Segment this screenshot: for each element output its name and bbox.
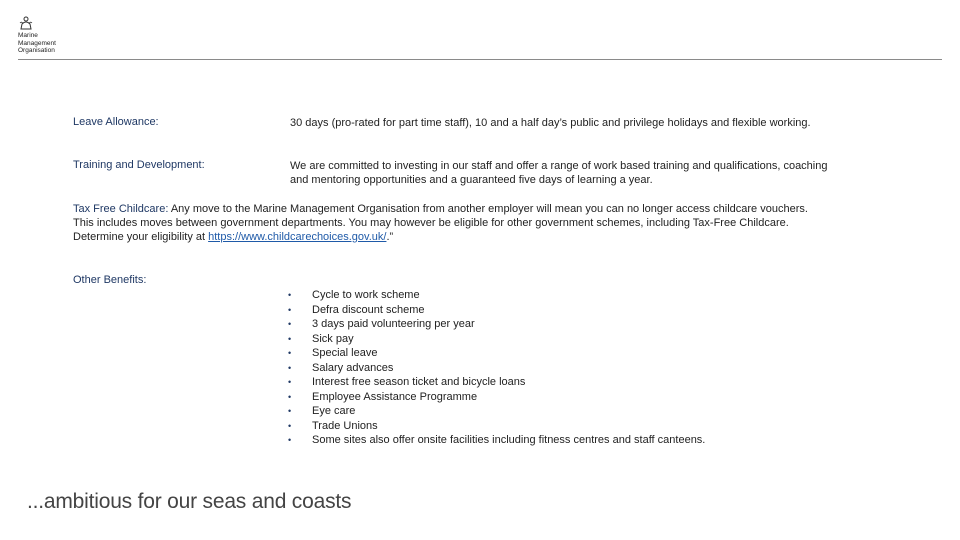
bullet-icon: •: [288, 290, 292, 300]
benefit-text: Sick pay: [312, 332, 354, 345]
leave-allowance-text: 30 days (pro-rated for part time staff), 10 and a half day’s public and privilege holidays and flexible working.: [290, 117, 811, 129]
bullet-icon: •: [288, 333, 292, 344]
bullet-icon: •: [288, 362, 292, 373]
bullet-icon: •: [288, 435, 292, 445]
bullet-icon: •: [288, 391, 292, 402]
benefit-text: Special leave: [312, 347, 378, 359]
benefit-text: Cycle to work scheme: [312, 289, 420, 301]
benefit-text: Salary advances: [312, 361, 394, 374]
bullet-icon: •: [288, 319, 292, 329]
childcare-text-end: .”: [386, 231, 394, 243]
royal-crest-icon: [18, 16, 34, 30]
logo-text-line-3: Organisation: [18, 47, 55, 54]
list-item: [288, 361, 705, 376]
bullet-icon: •: [288, 406, 292, 416]
benefit-text: Some sites also offer onsite facilities including fitness centres and staff canteens.: [312, 434, 706, 446]
header-divider: [18, 59, 942, 60]
list-item: [288, 419, 705, 434]
logo-text-line-2: Management: [18, 39, 56, 47]
list-item: [288, 433, 705, 448]
benefits-list: [288, 288, 705, 448]
bullet-icon: •: [288, 377, 292, 387]
leave-allowance-label: Leave Allowance:: [73, 116, 159, 128]
bullet-icon: •: [288, 304, 292, 315]
childcare-link[interactable]: https://www.childcarechoices.gov.uk/: [208, 231, 387, 243]
list-item: [288, 390, 705, 405]
training-label: Training and Development:: [73, 159, 205, 171]
list-item: [288, 303, 705, 318]
other-benefits-label: Other Benefits:: [73, 274, 147, 286]
bullet-icon: •: [288, 420, 292, 431]
list-item: [288, 404, 705, 419]
list-item: [288, 346, 705, 361]
list-item: [288, 288, 705, 303]
training-text: We are committed to investing in our staff and offer a range of work based training and qualifications, coaching and mentoring opportunities and a guaranteed five days of learning a year.: [290, 160, 828, 186]
logo-text-line-1: Marine: [18, 32, 38, 39]
benefit-text: Trade Unions: [312, 419, 378, 432]
benefit-text: Eye care: [312, 405, 356, 417]
mmo-logo: [18, 16, 78, 55]
childcare-text: Any move to the Marine Management Organisation from another employer will mean you can no longer access childcare vouchers. This includes moves between government departments. You may however be eligible for other government schemes, including Tax-Free Childcare. Determine your eligibility at: [73, 203, 808, 243]
list-item: [288, 332, 705, 347]
list-item: [288, 375, 705, 390]
childcare-paragraph: [73, 202, 823, 244]
list-item: [288, 317, 705, 332]
benefit-text: 3 days paid volunteering per year: [312, 318, 475, 330]
benefit-text: Employee Assistance Programme: [312, 390, 478, 403]
footer-tagline: ...ambitious for our seas and coasts: [27, 490, 352, 513]
benefit-text: Interest free season ticket and bicycle loans: [312, 376, 526, 388]
childcare-label: Tax Free Childcare:: [73, 203, 169, 215]
bullet-icon: •: [288, 348, 292, 358]
benefit-text: Defra discount scheme: [312, 303, 425, 316]
